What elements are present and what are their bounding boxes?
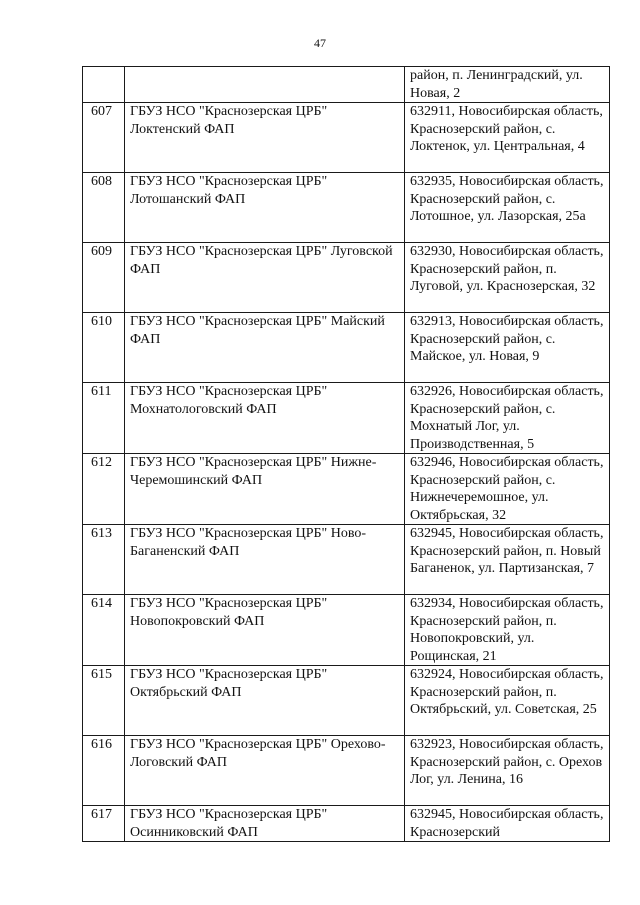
table-row-last xyxy=(83,806,610,842)
row-number-cell: 608 xyxy=(83,173,125,243)
address-cell: 632924, Новосибирская область, Краснозерский район, п. Октябрьский, ул. Советская, 25 xyxy=(405,666,610,736)
table-row xyxy=(83,736,610,806)
row-number-cell xyxy=(83,67,125,103)
address-cell: 632923, Новосибирская область, Краснозерский район, с. Орехов Лог, ул. Ленина, 16 xyxy=(405,736,610,806)
organization-cell: ГБУЗ НСО "Краснозерская ЦРБ" Лотошанский ФАП xyxy=(125,173,405,243)
address-cell: 632913, Новосибирская область, Краснозерский район, с. Майское, ул. Новая, 9 xyxy=(405,313,610,383)
organization-cell: ГБУЗ НСО "Краснозерская ЦРБ" Ново-Баганенский ФАП xyxy=(125,525,405,595)
organization-cell: ГБУЗ НСО "Краснозерская ЦРБ" Майский ФАП xyxy=(125,313,405,383)
organization-cell: ГБУЗ НСО "Краснозерская ЦРБ" Луговской ФАП xyxy=(125,243,405,313)
address-cell: 632945, Новосибирская область, Краснозерский xyxy=(405,806,610,842)
table-row xyxy=(83,383,610,454)
row-number-cell: 616 xyxy=(83,736,125,806)
table-row xyxy=(83,173,610,243)
organization-cell: ГБУЗ НСО "Краснозерская ЦРБ" Новопокровский ФАП xyxy=(125,595,405,666)
table-row-continued xyxy=(83,67,610,103)
address-cell: 632935, Новосибирская область, Краснозерский район, с. Лотошное, ул. Лазорская, 25а xyxy=(405,173,610,243)
table-row xyxy=(83,103,610,173)
address-cell: 632911, Новосибирская область, Краснозерский район, с. Локтенок, ул. Центральная, 4 xyxy=(405,103,610,173)
address-cell: 632934, Новосибирская область, Краснозерский район, п. Новопокровский, ул. Рощинская, 21 xyxy=(405,595,610,666)
table-row xyxy=(83,454,610,525)
table-row xyxy=(83,525,610,595)
address-cell: район, п. Ленинградский, ул. Новая, 2 xyxy=(405,67,610,103)
table-row xyxy=(83,595,610,666)
row-number-cell: 612 xyxy=(83,454,125,525)
organization-cell: ГБУЗ НСО "Краснозерская ЦРБ" Октябрьский ФАП xyxy=(125,666,405,736)
table-row xyxy=(83,313,610,383)
organization-cell: ГБУЗ НСО "Краснозерская ЦРБ" Осинниковский ФАП xyxy=(125,806,405,842)
row-number-cell: 609 xyxy=(83,243,125,313)
row-number-cell: 607 xyxy=(83,103,125,173)
organization-cell: ГБУЗ НСО "Краснозерская ЦРБ" Локтенский ФАП xyxy=(125,103,405,173)
row-number-cell: 610 xyxy=(83,313,125,383)
organization-cell: ГБУЗ НСО "Краснозерская ЦРБ" Мохнатологовский ФАП xyxy=(125,383,405,454)
organization-cell: ГБУЗ НСО "Краснозерская ЦРБ" Нижне-Черемошинский ФАП xyxy=(125,454,405,525)
row-number-cell: 617 xyxy=(83,806,125,842)
table-row xyxy=(83,666,610,736)
address-cell: 632926, Новосибирская область, Краснозерский район, с. Мохнатый Лог, ул. Производственная, 5 xyxy=(405,383,610,454)
table-row xyxy=(83,243,610,313)
row-number-cell: 614 xyxy=(83,595,125,666)
organization-cell xyxy=(125,67,405,103)
address-cell: 632945, Новосибирская область, Краснозерский район, п. Новый Баганенок, ул. Партизанская, 7 xyxy=(405,525,610,595)
address-cell: 632946, Новосибирская область, Краснозерский район, с. Нижнечеремошное, ул. Октябрьская, 32 xyxy=(405,454,610,525)
address-cell: 632930, Новосибирская область, Краснозерский район, п. Луговой, ул. Краснозерская, 32 xyxy=(405,243,610,313)
row-number-cell: 615 xyxy=(83,666,125,736)
row-number-cell: 611 xyxy=(83,383,125,454)
row-number-cell: 613 xyxy=(83,525,125,595)
page-number: 47 xyxy=(314,36,326,50)
facilities-table xyxy=(82,66,610,842)
organization-cell: ГБУЗ НСО "Краснозерская ЦРБ" Орехово-Логовский ФАП xyxy=(125,736,405,806)
